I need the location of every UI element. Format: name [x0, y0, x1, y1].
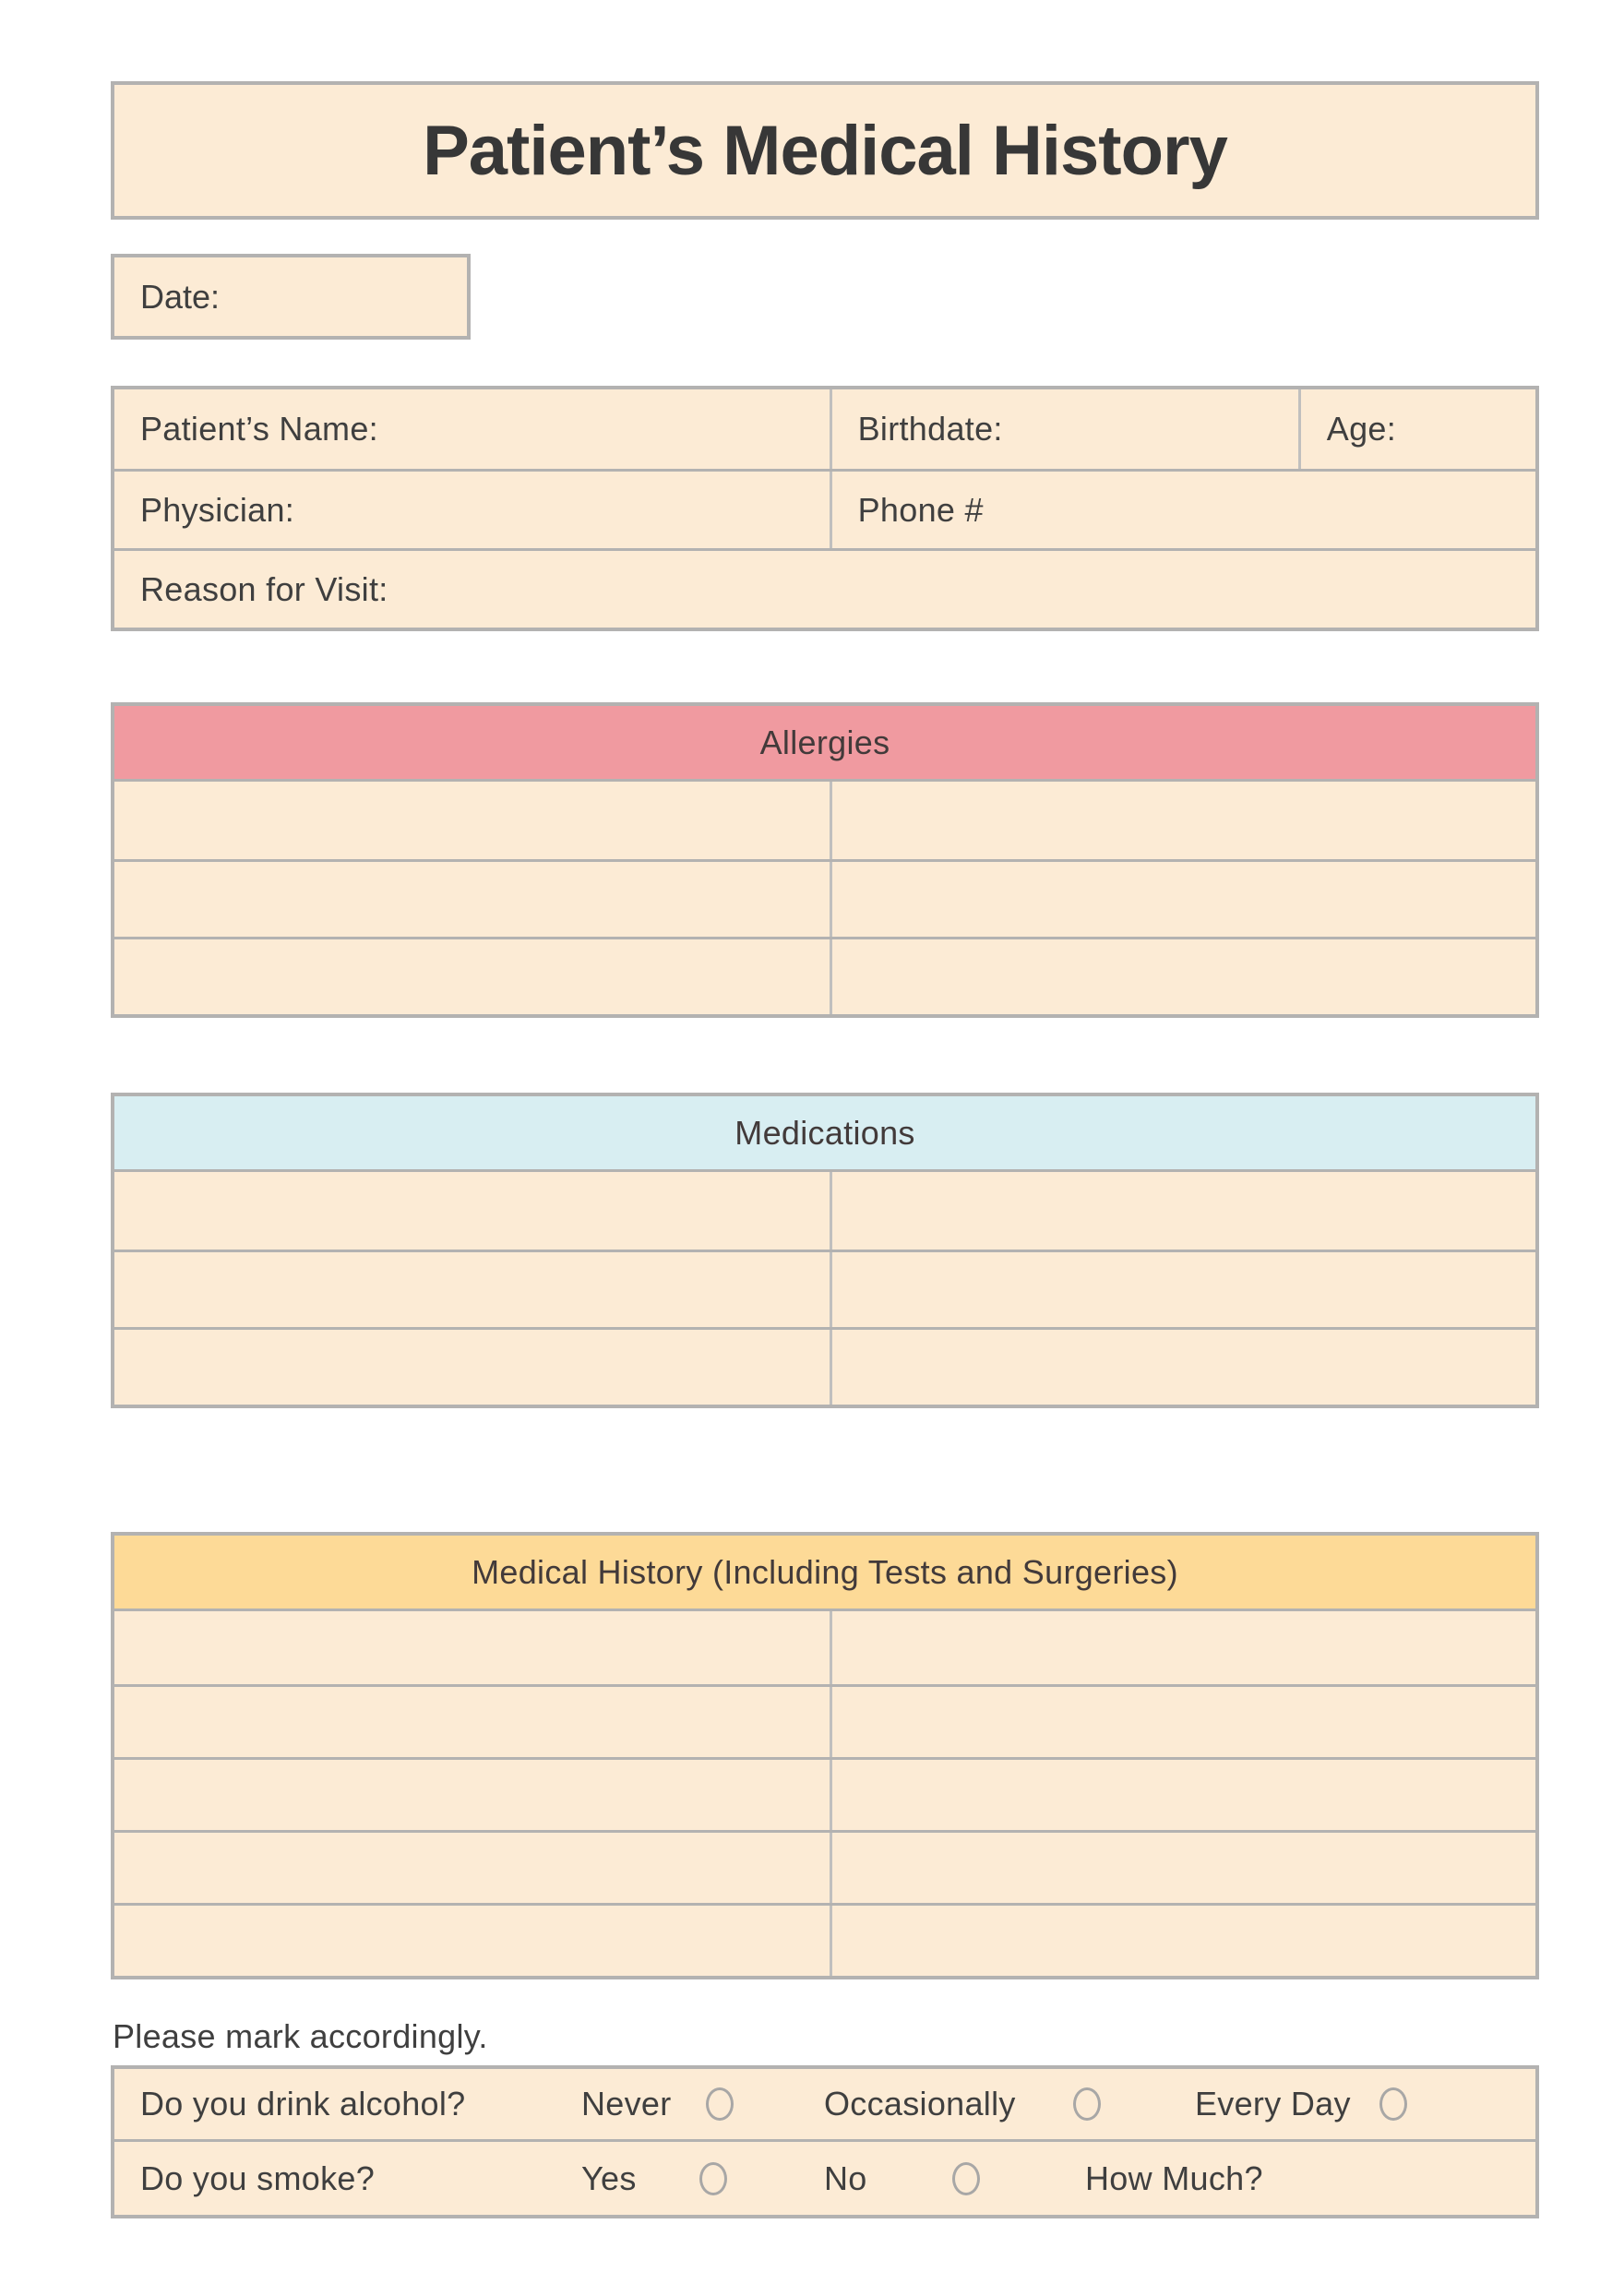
physician-field[interactable]	[114, 472, 830, 548]
medical-history-header	[114, 1536, 1535, 1611]
phone-label: Phone #	[857, 490, 984, 529]
radio-yes-icon[interactable]	[699, 2162, 727, 2195]
reason-for-visit-field[interactable]	[114, 551, 1535, 628]
smoke-option-no-label: No	[824, 2158, 867, 2197]
medical-history-blank-cell[interactable]	[830, 1906, 1535, 1976]
alcohol-question-label: Do you drink alcohol?	[140, 2085, 466, 2123]
medical-history-row	[114, 1684, 1535, 1757]
alcohol-option-occasionally-label: Occasionally	[824, 2085, 1016, 2123]
alcohol-option-never-label: Never	[581, 2085, 672, 2123]
smoke-option-yes-label: Yes	[581, 2158, 637, 2197]
medical-history-blank-cell[interactable]	[114, 1906, 830, 1976]
medical-history-row	[114, 1903, 1535, 1976]
physician-label: Physician:	[140, 490, 295, 529]
patient-info-row-1	[114, 389, 1535, 469]
medical-history-blank-cell[interactable]	[830, 1611, 1535, 1684]
alcohol-question-row	[114, 2069, 1535, 2139]
medications-title: Medications	[734, 1113, 915, 1152]
radio-no-icon[interactable]	[952, 2162, 980, 2195]
date-field[interactable]	[111, 254, 471, 340]
allergies-blank-cell[interactable]	[114, 939, 830, 1014]
radio-never-icon[interactable]	[706, 2087, 734, 2121]
medical-history-blank-cell[interactable]	[114, 1687, 830, 1757]
allergies-blank-cell[interactable]	[830, 939, 1535, 1014]
allergies-table	[111, 702, 1539, 1018]
alcohol-option-everyday-label: Every Day	[1195, 2085, 1351, 2123]
medications-blank-cell[interactable]	[830, 1252, 1535, 1327]
age-label: Age:	[1326, 410, 1397, 448]
medical-history-blank-cell[interactable]	[830, 1760, 1535, 1830]
patient-info-row-3	[114, 548, 1535, 628]
patient-info-row-2	[114, 469, 1535, 548]
medical-history-title: Medical History (Including Tests and Surgeries)	[472, 1552, 1178, 1591]
medical-history-row	[114, 1757, 1535, 1830]
allergies-row	[114, 937, 1535, 1014]
questions-table	[111, 2065, 1539, 2218]
patient-info-table	[111, 386, 1539, 631]
age-field[interactable]	[1298, 389, 1535, 469]
medications-blank-cell[interactable]	[114, 1252, 830, 1327]
allergies-blank-cell[interactable]	[830, 782, 1535, 859]
allergies-blank-cell[interactable]	[114, 862, 830, 937]
allergies-header	[114, 706, 1535, 782]
radio-everyday-icon[interactable]	[1379, 2087, 1407, 2121]
medications-blank-cell[interactable]	[114, 1172, 830, 1250]
form-title-box	[111, 81, 1539, 220]
medical-history-blank-cell[interactable]	[830, 1833, 1535, 1903]
birthdate-label: Birthdate:	[857, 410, 1003, 448]
how-much-label: How Much?	[1085, 2158, 1263, 2197]
date-label: Date:	[140, 277, 221, 316]
phone-field[interactable]	[830, 472, 1535, 548]
mark-instruction: Please mark accordingly.	[113, 2017, 488, 2055]
medical-history-blank-cell[interactable]	[114, 1833, 830, 1903]
medical-history-blank-cell[interactable]	[830, 1687, 1535, 1757]
medical-history-blank-cell[interactable]	[114, 1760, 830, 1830]
medical-history-row	[114, 1830, 1535, 1903]
medical-history-table	[111, 1532, 1539, 1979]
reason-for-visit-label: Reason for Visit:	[140, 569, 388, 608]
radio-occasionally-icon[interactable]	[1073, 2087, 1101, 2121]
medical-history-blank-cell[interactable]	[114, 1611, 830, 1684]
page-title: Patient’s Medical History	[423, 111, 1227, 190]
birthdate-field[interactable]	[830, 389, 1298, 469]
medications-row	[114, 1327, 1535, 1405]
medications-table	[111, 1093, 1539, 1408]
smoke-question-label: Do you smoke?	[140, 2158, 376, 2197]
medications-blank-cell[interactable]	[830, 1172, 1535, 1250]
smoke-question-row	[114, 2139, 1535, 2215]
medications-header	[114, 1096, 1535, 1172]
allergies-title: Allergies	[759, 723, 890, 761]
medications-blank-cell[interactable]	[114, 1330, 830, 1405]
allergies-blank-cell[interactable]	[114, 782, 830, 859]
allergies-blank-cell[interactable]	[830, 862, 1535, 937]
medications-blank-cell[interactable]	[830, 1330, 1535, 1405]
allergies-row	[114, 782, 1535, 859]
medications-row	[114, 1172, 1535, 1250]
patient-name-label: Patient’s Name:	[140, 410, 378, 448]
allergies-row	[114, 859, 1535, 937]
medications-row	[114, 1250, 1535, 1327]
patient-name-field[interactable]	[114, 389, 830, 469]
medical-history-row	[114, 1611, 1535, 1684]
